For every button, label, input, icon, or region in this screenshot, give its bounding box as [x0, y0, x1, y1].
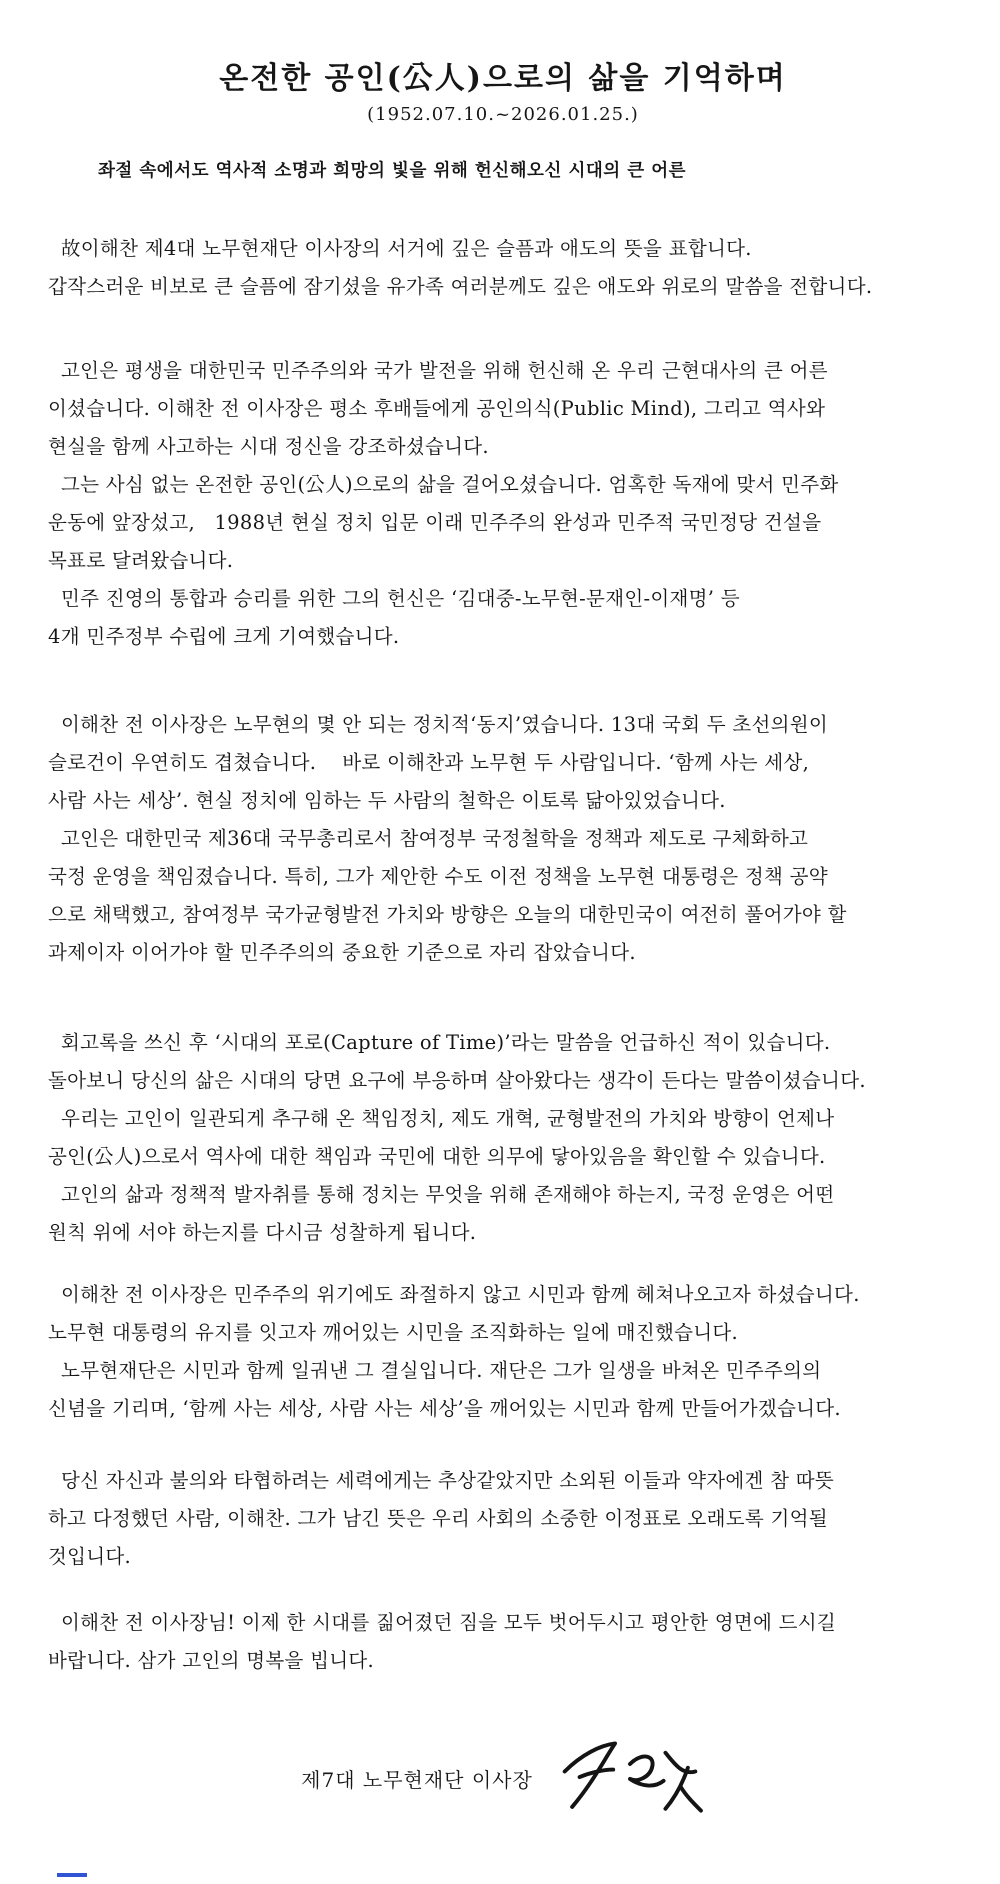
text-line: 그는 사심 없는 온전한 공인(公人)으로의 삶을 걸어오셨습니다. 엄혹한 독재에 맞서 민주화 [48, 473, 839, 496]
text-line: 민주 진영의 통합과 승리를 위한 그의 헌신은 ‘김대중-노무현-문재인-이재명’ 등 [48, 587, 740, 610]
text-line: 이해찬 전 이사장은 노무현의 몇 안 되는 정치적‘동지’였습니다. 13대 국회 두 초선의원이 [48, 713, 829, 736]
tagline: 좌절 속에서도 역사적 소명과 희망의 빛을 위해 헌신해오신 시대의 큰 어른 [98, 161, 687, 181]
text-line: 신념을 기리며, ‘함께 사는 세상, 사람 사는 세상’을 깨어있는 시민과 함께 만들어가겠습니다. [48, 1397, 841, 1420]
text-line: 돌아보니 당신의 삶은 시대의 당면 요구에 부응하며 살아왔다는 생각이 든다는 말씀이셨습니다. [48, 1069, 866, 1092]
text-line: 것입니다. [48, 1545, 132, 1568]
life-date-range: (1952.07.10.~2026.01.25.) [367, 104, 639, 125]
text-line: 당신 자신과 불의와 타협하려는 세력에게는 추상같았지만 소외된 이들과 약자에겐 참 따뜻 [48, 1469, 835, 1492]
text-line: 4개 민주정부 수립에 크게 기여했습니다. [48, 625, 400, 648]
bottom-left-blue-mark [57, 1873, 87, 1877]
paragraph-memoir-reflection [48, 1024, 958, 1252]
text-line: 고인의 삶과 정책적 발자취를 통해 정치는 무엇을 위해 존재해야 하는지, 국정 운영은 어떤 [48, 1183, 835, 1206]
text-line: 고인은 평생을 대한민국 민주주의와 국가 발전을 위해 헌신해 온 우리 근현대사의 큰 어른 [48, 359, 828, 382]
text-line: 고인은 대한민국 제36대 국무총리로서 참여정부 국정철학을 정책과 제도로 구체화하고 [48, 827, 809, 850]
paragraph-condolence [48, 230, 958, 306]
text-line: 국정 운영을 책임졌습니다. 특히, 그가 제안한 수도 이전 정책을 노무현 대통령은 정책 공약 [48, 865, 828, 888]
text-line: 노무현재단은 시민과 함께 일궈낸 그 결실입니다. 재단은 그가 일생을 바쳐온 민주주의의 [48, 1359, 822, 1382]
page-title: 온전한 공인(公人)으로의 삶을 기억하며 [219, 61, 787, 96]
text-line: 회고록을 쓰신 후 ‘시대의 포로(Capture of Time)’라는 말씀을 언급하신 적이 있습니다. [48, 1031, 831, 1054]
handwritten-signature-icon [555, 1736, 705, 1820]
statement-body [48, 230, 958, 1680]
text-line: 故이해찬 제4대 노무현재단 이사장의 서거에 깊은 슬픔과 애도의 뜻을 표합니다. [48, 237, 752, 260]
text-line: 과제이자 이어가야 할 민주주의의 중요한 기준으로 자리 잡았습니다. [48, 941, 636, 964]
text-line: 이해찬 전 이사장은 민주주의 위기에도 좌절하지 않고 시민과 함께 헤쳐나오고자 하셨습니다. [48, 1283, 860, 1306]
text-line: 갑작스러운 비보로 큰 슬픔에 잠기셨을 유가족 여러분께도 깊은 애도와 위로의 말씀을 전합니다. [48, 275, 873, 298]
text-line: 이셨습니다. 이해찬 전 이사장은 평소 후배들에게 공인의식(Public Mind), 그리고 역사와 [48, 397, 826, 420]
paragraph-foundation-legacy [48, 1276, 958, 1428]
paragraph-farewell [48, 1604, 958, 1680]
text-line: 현실을 함께 사고하는 시대 정신을 강조하셨습니다. [48, 435, 489, 458]
closing-signature-row [48, 1736, 958, 1820]
text-line: 이해찬 전 이사장님! 이제 한 시대를 짊어졌던 짐을 모두 벗어두시고 평안한 영면에 드시길 [48, 1611, 837, 1634]
text-line: 우리는 고인이 일관되게 추구해 온 책임정치, 제도 개혁, 균형발전의 가치와 방향이 언제나 [48, 1107, 835, 1130]
signer-title-label: 제7대 노무현재단 이사장 [301, 1767, 533, 1792]
paragraph-political-comrade [48, 706, 958, 972]
text-line: 으로 채택했고, 참여정부 국가균형발전 가치와 방향은 오늘의 대한민국이 여전히 풀어가야 할 [48, 903, 847, 926]
text-line: 원칙 위에 서야 하는지를 다시금 성찰하게 됩니다. [48, 1221, 477, 1244]
text-line: 공인(公人)으로서 역사에 대한 책임과 국민에 대한 의무에 닿아있음을 확인할 수 있습니다. [48, 1145, 826, 1168]
text-line: 바랍니다. 삼가 고인의 명복을 빕니다. [48, 1649, 375, 1672]
text-line: 목표로 달려왔습니다. [48, 549, 234, 572]
text-line: 노무현 대통령의 유지를 잇고자 깨어있는 시민을 조직화하는 일에 매진했습니다. [48, 1321, 739, 1344]
text-line: 운동에 앞장섰고, 1988년 현실 정치 입문 이래 민주주의 완성과 민주적 국민정당 건설을 [48, 511, 822, 534]
paragraph-life-dedication [48, 352, 958, 656]
text-line: 하고 다정했던 사람, 이해찬. 그가 남긴 뜻은 우리 사회의 소중한 이정표로 오래도록 기억될 [48, 1507, 828, 1530]
paragraph-remembrance [48, 1462, 958, 1576]
text-line: 사람 사는 세상’. 현실 정치에 임하는 두 사람의 철학은 이토록 닮아있었습니다. [48, 789, 726, 812]
text-line: 슬로건이 우연히도 겹쳤습니다. 바로 이해찬과 노무현 두 사람입니다. ‘함께 사는 세상, [48, 751, 810, 774]
